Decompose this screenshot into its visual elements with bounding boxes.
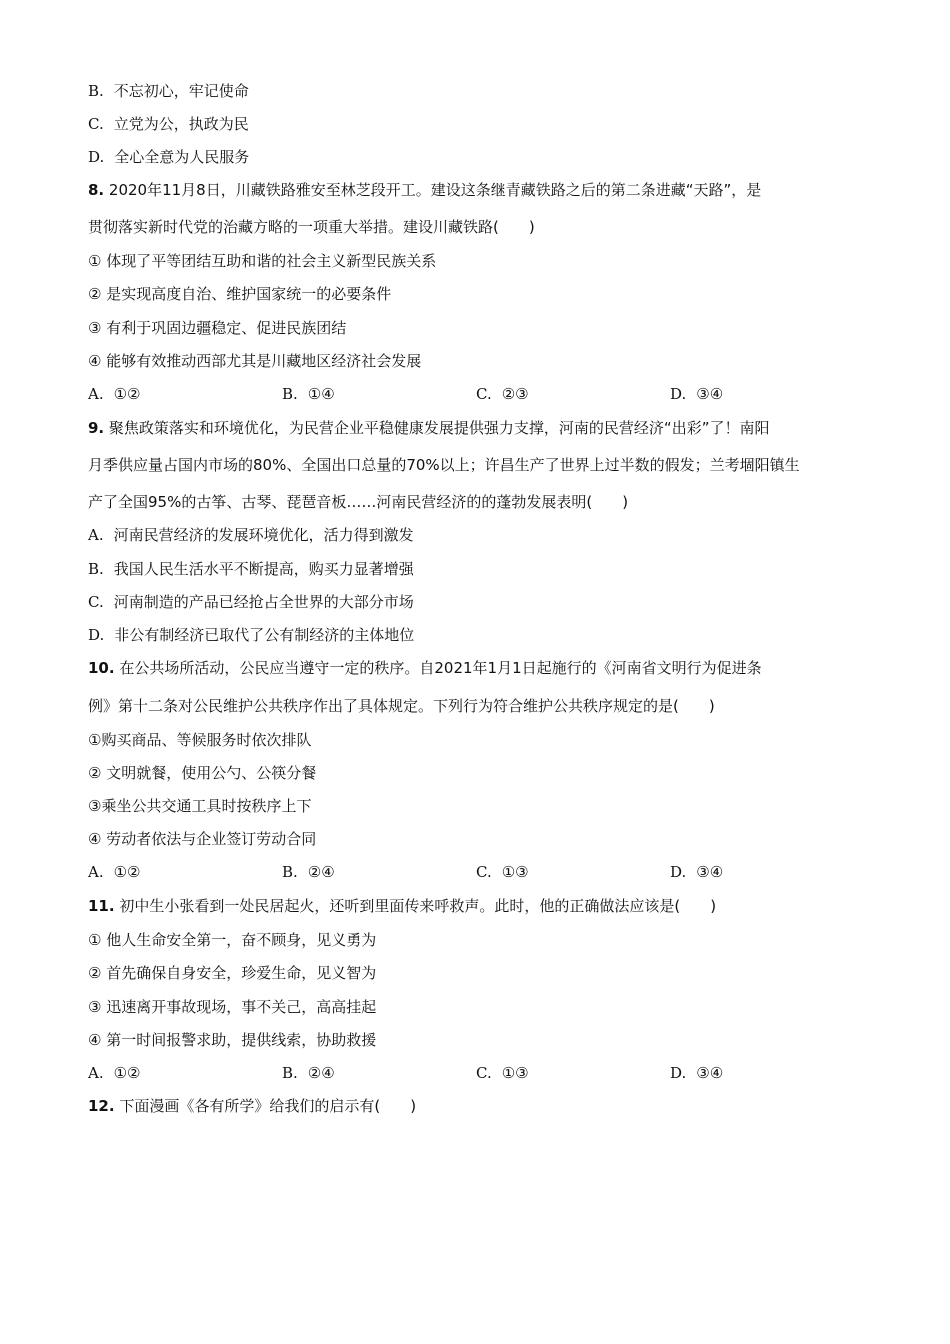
option-text: ③④: [696, 863, 724, 881]
q9-stem-line-3: 产了全国95%的古筝、古琴、琵琶音板……河南民营经济的的蓬勃发展表明( ): [88, 493, 629, 511]
q8-option-d[interactable]: [670, 384, 723, 404]
q8-stem-line-1: [88, 180, 761, 200]
q8-option-b[interactable]: [282, 384, 335, 404]
option-text: ③④: [696, 1064, 724, 1082]
q10-item-4: ④ 劳动者依法与企业签订劳动合同: [88, 830, 317, 848]
option-letter: B.: [88, 82, 104, 100]
option-letter: D.: [88, 148, 105, 166]
option-text: ①③: [501, 1064, 529, 1082]
option-letter: A.: [88, 863, 104, 881]
q8-item-2: ② 是实现高度自治、维护国家统一的必要条件: [88, 285, 392, 303]
q8-item-4: ④ 能够有效推动西部尤其是川藏地区经济社会发展: [88, 352, 422, 370]
option-letter: B.: [88, 560, 104, 578]
option-letter: C.: [476, 385, 492, 403]
question-stem: 聚焦政策落实和环境优化，为民营企业平稳健康发展提供强力支撑，河南的民营经济“出彩”了！南阳: [108, 419, 770, 437]
option-text: ③④: [696, 385, 724, 403]
q10-item-1: ①购买商品、等候服务时依次排队: [88, 731, 312, 749]
q9-stem-line-1: [88, 418, 769, 438]
q10-item-2: ② 文明就餐，使用公勺、公筷分餐: [88, 764, 317, 782]
q8-item-1: ① 体现了平等团结互助和谐的社会主义新型民族关系: [88, 252, 437, 270]
q7-option-b: [88, 81, 249, 101]
q11-option-c[interactable]: [476, 1063, 529, 1083]
q11-option-b[interactable]: [282, 1063, 335, 1083]
q10-option-b[interactable]: [282, 862, 335, 882]
q11-option-d[interactable]: [670, 1063, 723, 1083]
q9-stem-line-2: 月季供应量占国内市场的80%、全国出口总量的70%以上；许昌生产了世界上过半数的假发；兰考堌阳镇生: [88, 456, 800, 474]
q12-stem-line-1: [88, 1096, 416, 1116]
option-text: 河南民营经济的发展环境优化，活力得到激发: [113, 526, 414, 544]
q11-item-2: ② 首先确保自身安全，珍爱生命，见义智为: [88, 964, 377, 982]
q8-option-c[interactable]: [476, 384, 529, 404]
question-number: 11.: [88, 897, 115, 915]
option-text: 河南制造的产品已经抢占全世界的大部分市场: [113, 593, 414, 611]
option-letter: D.: [88, 626, 105, 644]
q7-option-d: [88, 147, 249, 167]
option-letter: C.: [88, 115, 104, 133]
option-text: ①②: [113, 385, 141, 403]
option-text: ②④: [307, 1064, 335, 1082]
q10-item-3: ③乘坐公共交通工具时按秩序上下: [88, 797, 312, 815]
option-letter: D.: [670, 863, 687, 881]
q11-item-3: ③ 迅速离开事故现场，事不关己，高高挂起: [88, 998, 377, 1016]
question-stem: 在公共场所活动，公民应当遵守一定的秩序。自2021年1月1日起施行的《河南省文明行为促进条: [119, 659, 762, 677]
q7-option-c: [88, 114, 249, 134]
option-text: ①②: [113, 863, 141, 881]
q8-item-3: ③ 有利于巩固边疆稳定、促进民族团结: [88, 319, 347, 337]
option-letter: A.: [88, 526, 104, 544]
option-text: 全心全意为人民服务: [114, 148, 250, 166]
option-text: 非公有制经济已取代了公有制经济的主体地位: [114, 626, 415, 644]
q10-stem-line-2: 例》第十二条对公民维护公共秩序作出了具体规定。下列行为符合维护公共秩序规定的是( ): [88, 697, 715, 715]
q10-option-a[interactable]: [88, 862, 141, 882]
q10-stem-line-1: [88, 658, 762, 678]
question-number: 8.: [88, 181, 105, 199]
q10-option-c[interactable]: [476, 862, 529, 882]
q9-option-a[interactable]: [88, 525, 414, 545]
q9-option-c[interactable]: [88, 592, 414, 612]
question-stem: 初中生小张看到一处民居起火，还听到里面传来呼救声。此时，他的正确做法应该是( ): [119, 897, 717, 915]
option-text: ②④: [307, 863, 335, 881]
option-letter: B.: [282, 1064, 298, 1082]
option-letter: A.: [88, 1064, 104, 1082]
option-letter: C.: [476, 863, 492, 881]
option-text: 不忘初心，牢记使命: [113, 82, 249, 100]
question-stem: 2020年11月8日，川藏铁路雅安至林芝段开工。建设这条继青藏铁路之后的第二条进藏“天路”，是: [108, 181, 762, 199]
q11-item-4: ④ 第一时间报警求助，提供线索，协助救援: [88, 1031, 377, 1049]
option-letter: C.: [88, 593, 104, 611]
option-text: ①②: [113, 1064, 141, 1082]
q10-option-d[interactable]: [670, 862, 723, 882]
option-letter: B.: [282, 863, 298, 881]
option-letter: C.: [476, 1064, 492, 1082]
option-text: 立党为公，执政为民: [113, 115, 249, 133]
option-text: ①③: [501, 863, 529, 881]
q9-option-d[interactable]: [88, 625, 414, 645]
question-stem: 下面漫画《各有所学》给我们的启示有( ): [119, 1097, 417, 1115]
option-text: 我国人民生活水平不断提高，购买力显著增强: [113, 560, 414, 578]
q8-options: [88, 384, 888, 404]
q11-stem-line-1: [88, 896, 716, 916]
option-letter: A.: [88, 385, 104, 403]
q11-item-1: ① 他人生命安全第一，奋不顾身，见义勇为: [88, 931, 377, 949]
question-number: 10.: [88, 659, 115, 677]
question-number: 9.: [88, 419, 105, 437]
option-letter: D.: [670, 385, 687, 403]
q11-option-a[interactable]: [88, 1063, 141, 1083]
q8-option-a[interactable]: [88, 384, 141, 404]
option-letter: D.: [670, 1064, 687, 1082]
option-text: ②③: [501, 385, 529, 403]
q9-option-b[interactable]: [88, 559, 414, 579]
option-letter: B.: [282, 385, 298, 403]
q11-options: [88, 1063, 888, 1083]
option-text: ①④: [307, 385, 335, 403]
question-number: 12.: [88, 1097, 115, 1115]
q10-options: [88, 862, 888, 882]
q8-stem-line-2: 贯彻落实新时代党的治藏方略的一项重大举措。建设川藏铁路( ): [88, 218, 535, 236]
